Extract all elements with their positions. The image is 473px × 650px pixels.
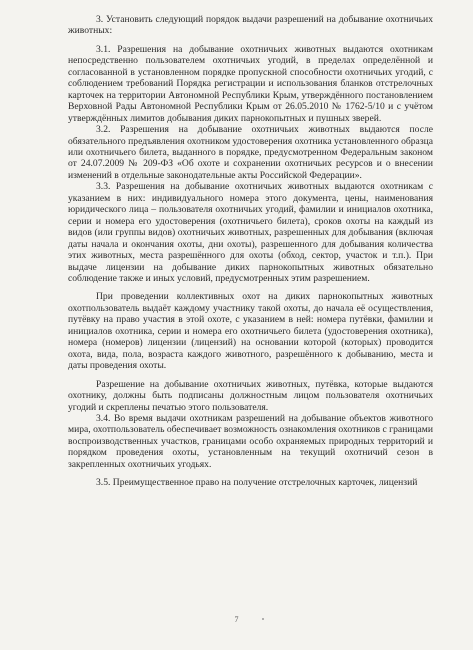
paragraph-item-3-3: 3.3. Разрешения на добывание охотничьих животных выдаются охотникам с указанием в них: индивидуального номера этого документа, цены, наименования юридического лица – пользователя охотничьих угодий, фамилии и инициалов охотника, серии и номера его удостоверения (охотничьего билета), сроков охоты на каждый из видов (или группы видов) охотничьих животных, разрешенных для добывания (включая даты начала и окончания охоты, дни охоты), разрешенного для добывания количества этих животных, места разрешённого для охоты (обход, сектор, участок и т.п.). При выдаче лицензии на добывание диких парнокопытных животных обязательно соблюдение также и иных условий, предусмотренных этим разрешением. [68, 181, 433, 284]
paragraph-item-3: 3. Установить следующий порядок выдачи разрешений на добывание охотничьих животных: [68, 14, 433, 37]
paragraph-item-3-4: 3.4. Во время выдачи охотникам разрешений на добывание объектов животного мира, охотпользователь обеспечивает возможность ознакомления охотников с границами воспроизводственных участков, границами особо охраняемых природных территорий и порядком проведения охоты, установленным на текущий охотничий сезон в закрепленных охотничьих угодьях. [68, 412, 433, 470]
paragraph-item-3-1: 3.1. Разрешения на добывание охотничьих животных выдаются охотникам непосредственно пользователем охотничьих угодий, в пределах определённой и согласованной в установленном порядке пропускной способности охотничьих угодий, с соблюдением требований Порядка регистрации и использования бланков отстрелочных карточек на территории Автономной Республики Крым, утверждённого постановлением Верховной Рады Автономной Республики Крым от 26.05.2010 № 1762-5/10 и с учётом утверждённых лимитов добывания диких парнокопытных и пушных зверей. [68, 43, 433, 124]
paragraph-collective-hunts: При проведении коллективных охот на диких парнокопытных животных охотпользователь выдаёт каждому участнику такой охоты, до начала её осуществления, путёвку на право участия в этой охоте, с указанием в ней: номера путёвки, фамилии и инициалов охотника, серии и номера его охотничьего билета (удостоверения охотника), номера (номеров) лицензии (лицензий) на основании которой (которых) проводится охота, вида, пола, возраста каждого животного, разрешённого к добыванию, места и даты проведения охоты. [68, 291, 433, 372]
paragraph-permit-signature: Разрешение на добывание охотничьих животных, путёвка, которые выдаются охотнику, должны быть подписаны должностным лицом пользователя охотничьих угодий и скреплены печатью этого пользователя. [68, 378, 433, 413]
paragraph-item-3-2: 3.2. Разрешения на добывание охотничьих животных выдаются после обязательного предъявления охотником удостоверения охотника установленного образца или охотничьего билета, выданного в порядке, предусмотренном Федеральным законом от 24.07.2009 № 209-ФЗ «Об охоте и сохранении охотничьих ресурсов и о внесении изменений в отдельные законодательные акты Российской Федерации». [68, 124, 433, 181]
page-number: 7 [234, 615, 239, 624]
paragraph-item-3-5: 3.5. Преимущественное право на получение отстрелочных карточек, лицензий [96, 477, 418, 489]
